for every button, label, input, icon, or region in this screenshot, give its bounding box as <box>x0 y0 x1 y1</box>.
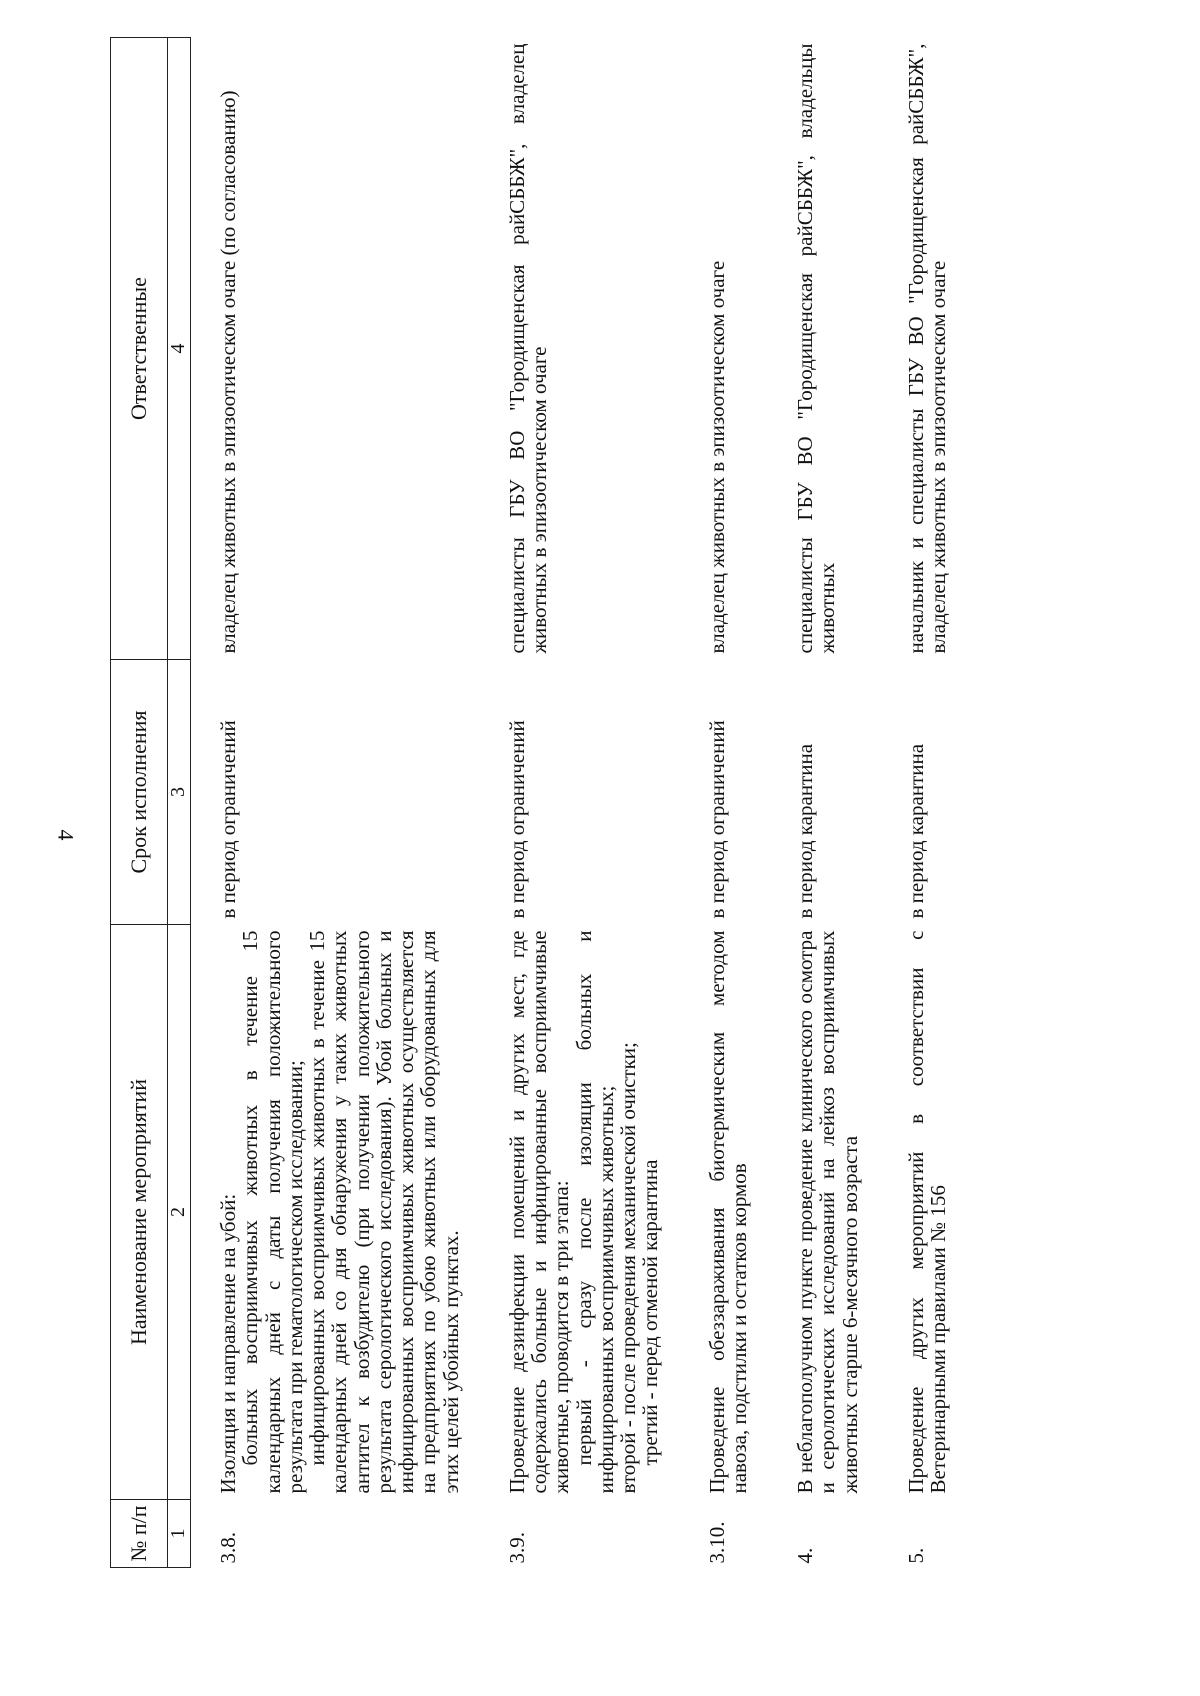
table-row <box>879 38 968 1568</box>
row-number: 5. <box>903 1547 928 1564</box>
table-row <box>191 38 480 1568</box>
deadline: в период карантина <box>793 743 817 919</box>
measures-table <box>110 37 967 1568</box>
table-row <box>480 38 680 1568</box>
table-row <box>768 38 879 1568</box>
responsible: начальник и специалисты ГБУ ВО "Городищенская райСББЖ", владелец животных в эпизоотическом очаге <box>903 43 950 654</box>
responsible: специалисты ГБУ ВО "Городищенская райСББЖ", владельцы животных <box>793 43 840 654</box>
table-row <box>680 38 769 1568</box>
measure-name <box>768 925 879 1500</box>
measure-name <box>879 925 968 1500</box>
col-number-1: 1 <box>168 1500 191 1568</box>
row-number: 3.8. <box>216 1532 240 1564</box>
measure-name <box>680 925 769 1500</box>
header-responsible: Ответственные <box>111 38 168 660</box>
deadline: в период ограничений <box>216 720 240 919</box>
col-number-3: 3 <box>168 660 191 925</box>
deadline: в период карантина <box>903 743 928 919</box>
col-number-2: 2 <box>168 925 191 1500</box>
header-name: Наименование мероприятий <box>111 925 168 1500</box>
responsible: владелец животных в эпизоотическом очаге (по согласованию) <box>216 90 240 654</box>
measure-paragraph: В неблагополучном пункте проведение клинического осмотра и серологических исследований на лейкоз восприимчивых животных старше 6-месячного возраста <box>793 930 862 1494</box>
measure-paragraph: Проведение дезинфекции помещений и других мест, где содержались больные и инфицированные восприимчивые животные, проводится в три этапа: <box>504 930 574 1494</box>
measure-paragraph: третий - перед отменой карантина <box>638 1159 663 1466</box>
responsible: специалисты ГБУ ВО "Городищенская райСББЖ", владелец животных в эпизоотическом очаге <box>504 43 551 654</box>
header-num: № п/п <box>111 1500 168 1568</box>
measure-paragraph: Изоляция и направление на убой: <box>216 1193 240 1494</box>
row-number: 3.9. <box>504 1532 529 1564</box>
row-number: 3.10. <box>704 1521 729 1564</box>
row-number: 4. <box>793 1547 817 1564</box>
col-number-4: 4 <box>168 38 191 660</box>
measure-paragraph: инфицированных восприимчивых животных в течение 15 календарных дней со дня обнаружения у таких животных антител к возбудителю (при получении положительного результата серологического исследования). Убой больных и инфицированных восприимчивых животных осуществляется на предприятиях по убою животных или оборудованных для этих целей убойных пунктах. <box>305 930 463 1494</box>
header-deadline: Срок исполнения <box>111 660 168 925</box>
deadline: в период ограничений <box>704 720 729 919</box>
measure-paragraph: первый - сразу после изоляции больных и инфицированных восприимчивых животных; <box>571 930 618 1494</box>
measure-paragraph: Проведение других мероприятий в соответствии с Ветеринарными правилами № 156 <box>903 930 950 1494</box>
deadline: в период ограничений <box>504 720 529 919</box>
measure-name <box>480 925 680 1500</box>
measure-name <box>191 925 480 1500</box>
page-number: 4 <box>53 829 79 841</box>
measure-paragraph: Проведение обеззараживания биотермическим методом навоза, подстилки и остатков кормов <box>704 930 751 1494</box>
measure-paragraph: второй - после проведения механической очистки; <box>616 1042 640 1494</box>
responsible: владелец животных в эпизоотическом очаге <box>704 260 729 654</box>
measure-paragraph: больных восприимчивых животных в течение 15 календарных дней с даты получения положительного результата при гематологическом исследовании; <box>238 930 307 1494</box>
